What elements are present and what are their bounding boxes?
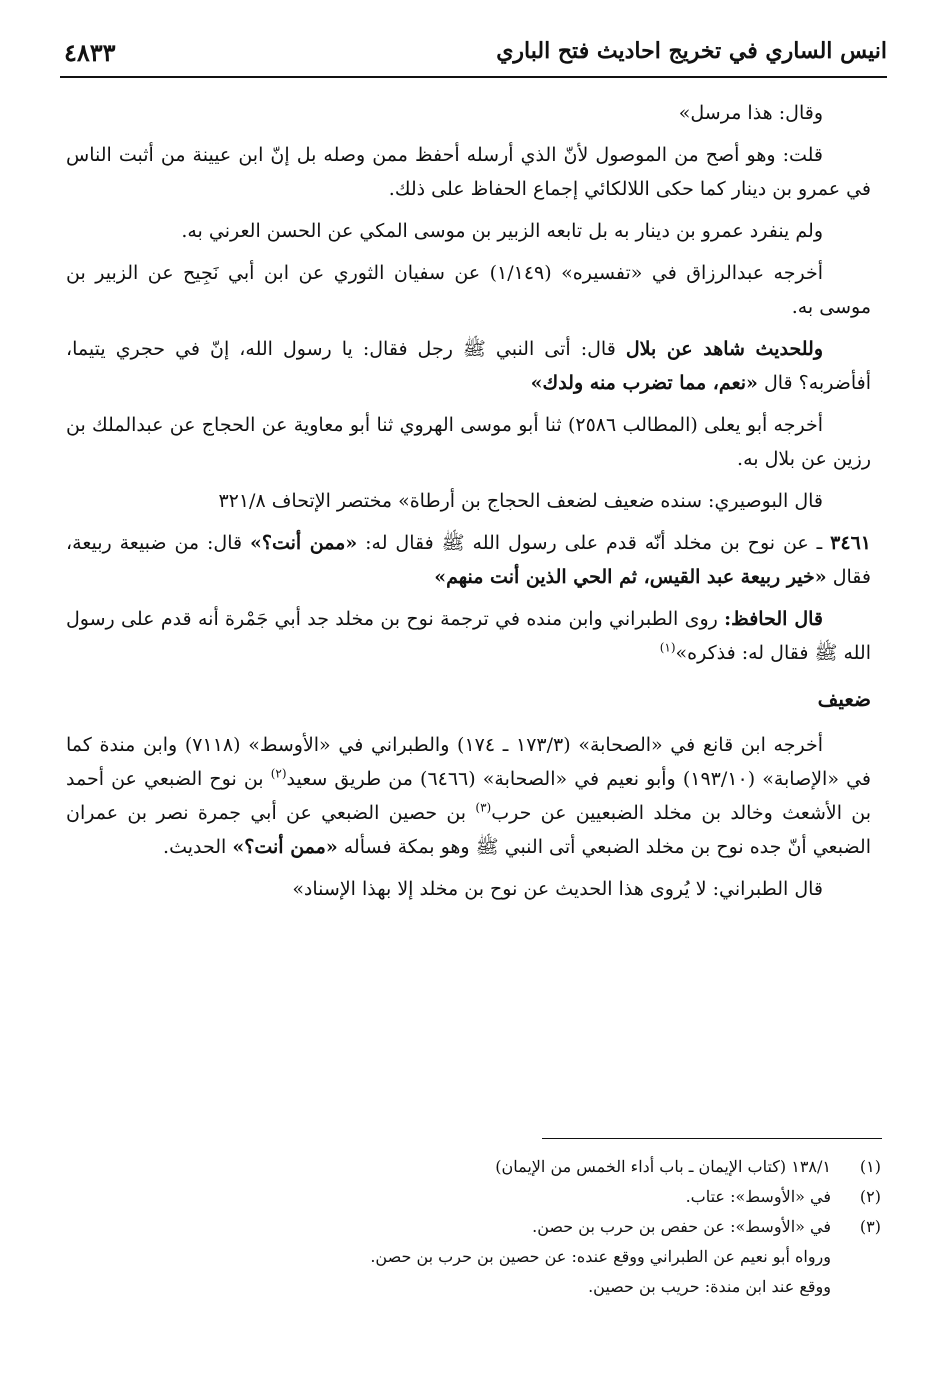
footnote-ref: (٣): [475, 800, 492, 815]
hafiz-paragraph: قال الحافظ: روى الطبراني وابن منده في ترجمة نوح بن مخلد جد أبي جَمْرة أنه قدم على رسول الله ﷺ فقال له: فذكره»$^{(١)}$: [66, 608, 871, 664]
footnote-ref: (١): [659, 640, 676, 655]
hadith-number: ٣٤٦١: [830, 532, 871, 554]
grade-heading: ضعيف: [817, 687, 871, 711]
header-rule: [60, 76, 887, 78]
paragraph: أخرجه عبدالرزاق في «تفسيره» (١/١٤٩) عن سفيان الثوري عن ابن أبي نَجِيح عن الزبير بن موسى به.: [66, 262, 871, 318]
paragraph: وقال: هذا مرسل»: [678, 102, 823, 124]
footnotes: [66, 1152, 881, 1302]
footnote-continuation: ووقع عند ابن مندة: حريب بن حصين.: [588, 1277, 831, 1296]
footnote: (٢) في «الأوسط»: عتاب.: [685, 1187, 881, 1206]
takhrij-paragraph: أخرجه ابن قانع في «الصحابة» (١٧٣/٣ ـ ١٧٤) والطبراني في «الأوسط» (٧١١٨) وابن مندة كما في «الإصابة» (١٩٣/١٠) وأبو نعيم في «الصحابة» (٦٤٦٦) من طريق سعيد$^{(٢)}$ بن نوح الضبعي عن أحمد بن الأشعث وخالد بن مخلد الضبعيين عن حرب$^{(٣)}$ بن حصين الضبعي عن أبي جمرة نصر بن عمران الضبعي أنّ جده نوح بن مخلد الضبعي أتى النبي ﷺ وهو بمكة فسأله «ممن أنت؟» الحديث.: [66, 734, 872, 858]
hafiz-lead: قال الحافظ:: [724, 608, 823, 630]
paragraph: قلت: وهو أصح من الموصول لأنّ الذي أرسله أحفظ ممن وصله بل إنّ ابن عيينة من أثبت الناس في عمرو بن دينار كما حكى اللالكائي إجماع الحفاظ على ذلك.: [66, 144, 871, 200]
page-header: [60, 34, 887, 74]
footnote-continuation: ورواه أبو نعيم عن الطبراني ووقع عنده: عن حصين بن حرب بن حصن.: [370, 1247, 831, 1266]
footnote-ref: (٢): [270, 766, 287, 781]
footnote-rule: [542, 1138, 882, 1139]
paragraph: قال البوصيري: سنده ضعيف لضعف الحجاج بن أرطاة» مختصر الإتحاف ٣٢١/٨: [218, 490, 823, 512]
hadith-entry: ٣٤٦١ ـ عن نوح بن مخلد أنّه قدم على رسول الله ﷺ فقال له: «ممن أنت؟» قال: من ضبيعة ربيعة، فقال «خير ربيعة عبد القيس، ثم الحي الذين أنت منهم»: [66, 532, 871, 588]
paragraph: وللحديث شاهد عن بلال قال: أتى النبي ﷺ رجل فقال: يا رسول الله، إنّ في حجري يتيما، أفأضربه؟ قال «نعم، مما تضرب منه ولدك»: [66, 338, 871, 394]
footnote: (١) ١٣٨/١ (كتاب الإيمان ـ باب أداء الخمس من الإيمان): [495, 1157, 881, 1176]
paragraph: ولم ينفرد عمرو بن دينار به بل تابعه الزبير بن موسى المكي عن الحسن العرني به.: [181, 220, 823, 242]
page-number: ٤٨٣٣: [64, 38, 116, 67]
closing-paragraph: قال الطبراني: لا يُروى هذا الحديث عن نوح بن مخلد إلا بهذا الإسناد»: [292, 878, 823, 900]
running-title: انيس الساري في تخريج احاديث فتح الباري: [496, 38, 887, 64]
paragraph: أخرجه أبو يعلى (المطالب ٢٥٨٦) ثنا أبو موسى الهروي ثنا أبو معاوية عن الحجاج عن عبدالملك بن رزين عن بلال به.: [66, 414, 871, 470]
bold-lead: وللحديث شاهد عن بلال: [625, 338, 823, 360]
main-text: [66, 96, 871, 914]
footnote: (٣) في «الأوسط»: عن حفص بن حرب بن حصن.: [532, 1217, 881, 1236]
bold-quote: «نعم، مما تضرب منه ولدك»: [530, 372, 758, 394]
